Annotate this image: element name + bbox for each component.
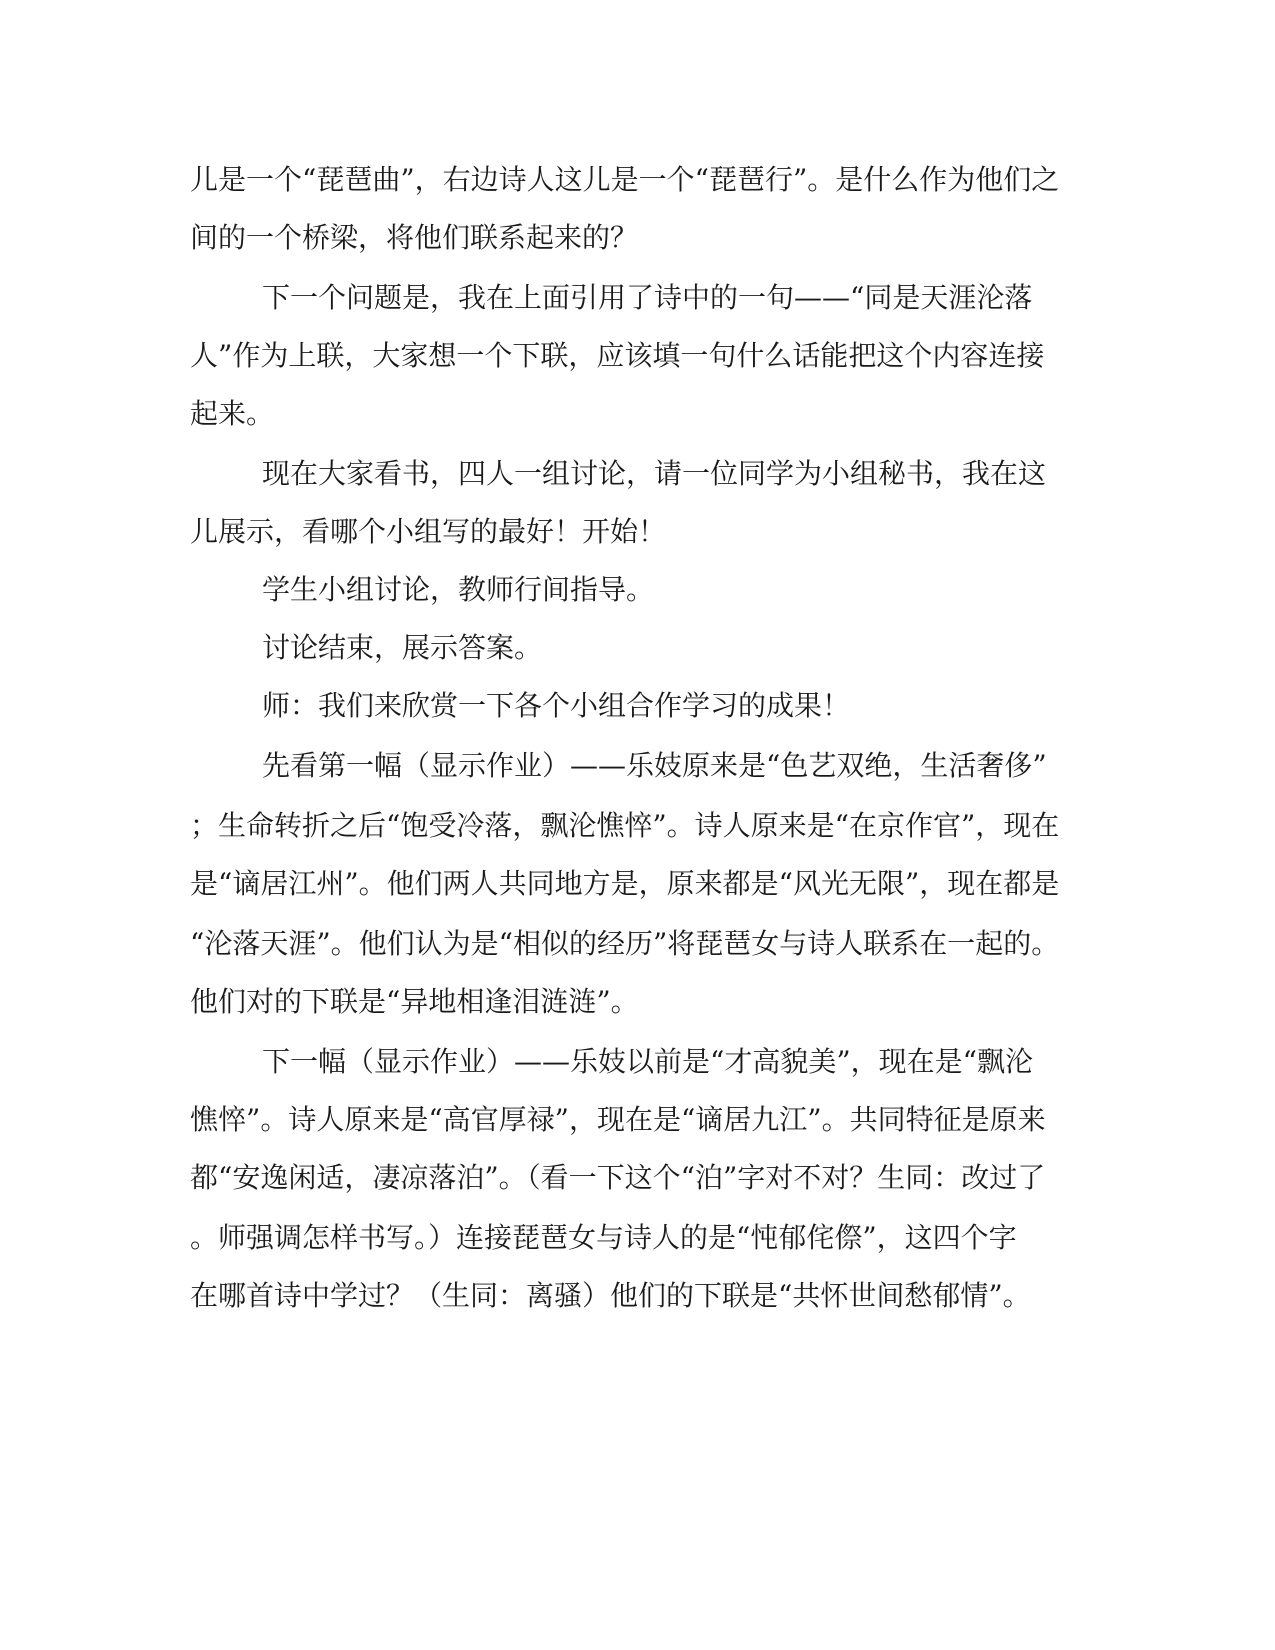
text-line: 间的一个桥梁，将他们联系起来的？	[190, 221, 639, 254]
text-line: “沦落天涯”。他们认为是“相似的经历”将琵琶女与诗人联系在一起的。	[190, 927, 1060, 960]
text-line: 学生小组讨论，教师行间指导。	[262, 573, 655, 606]
text-line: 下一幅（显示作业）——乐妓以前是“才高貌美”，现在是“飘沦	[262, 1045, 1033, 1078]
text-line: 人”作为上联，大家想一个下联，应该填一句什么话能把这个内容连接	[190, 339, 1045, 372]
text-line: 师：我们来欣赏一下各个小组合作学习的成果！	[262, 689, 851, 722]
text-line: 他们对的下联是“异地相逢泪涟涟”。	[190, 985, 639, 1018]
text-line: 是“谪居江州”。他们两人共同地方是，原来都是“风光无限”，现在都是	[190, 867, 1060, 900]
text-line: 憔悴”。诗人原来是“高官厚禄”，现在是“谪居九江”。共同特征是原来	[190, 1103, 1046, 1136]
text-line: ；生命转折之后“饱受冷落，飘沦憔悴”。诗人原来是“在京作官”，现在	[190, 809, 1060, 842]
text-line: 讨论结束，展示答案。	[262, 631, 543, 664]
text-line: 。师强调怎样书写。）连接琵琶女与诗人的是“忳郁侘傺”，这四个字	[190, 1221, 1017, 1254]
text-line: 现在大家看书，四人一组讨论，请一位同学为小组秘书，我在这	[262, 457, 1047, 490]
text-line: 儿是一个“琵琶曲”，右边诗人这儿是一个“琵琶行”。是什么作为他们之	[190, 163, 1060, 196]
text-line: 先看第一幅（显示作业）——乐妓原来是“色艺双绝，生活奢侈”	[262, 749, 1047, 782]
text-line: 都“安逸闲适，凄凉落泊”。（看一下这个“泊”字对不对？生同：改过了	[190, 1161, 1046, 1194]
text-line: 下一个问题是，我在上面引用了诗中的一句——“同是天涯沦落	[262, 281, 1033, 314]
text-line: 儿展示，看哪个小组写的最好！开始！	[190, 515, 667, 548]
text-line: 起来。	[190, 397, 275, 430]
text-line: 在哪首诗中学过？（生同：离骚）他们的下联是“共怀世间愁郁情”。	[190, 1279, 1031, 1312]
